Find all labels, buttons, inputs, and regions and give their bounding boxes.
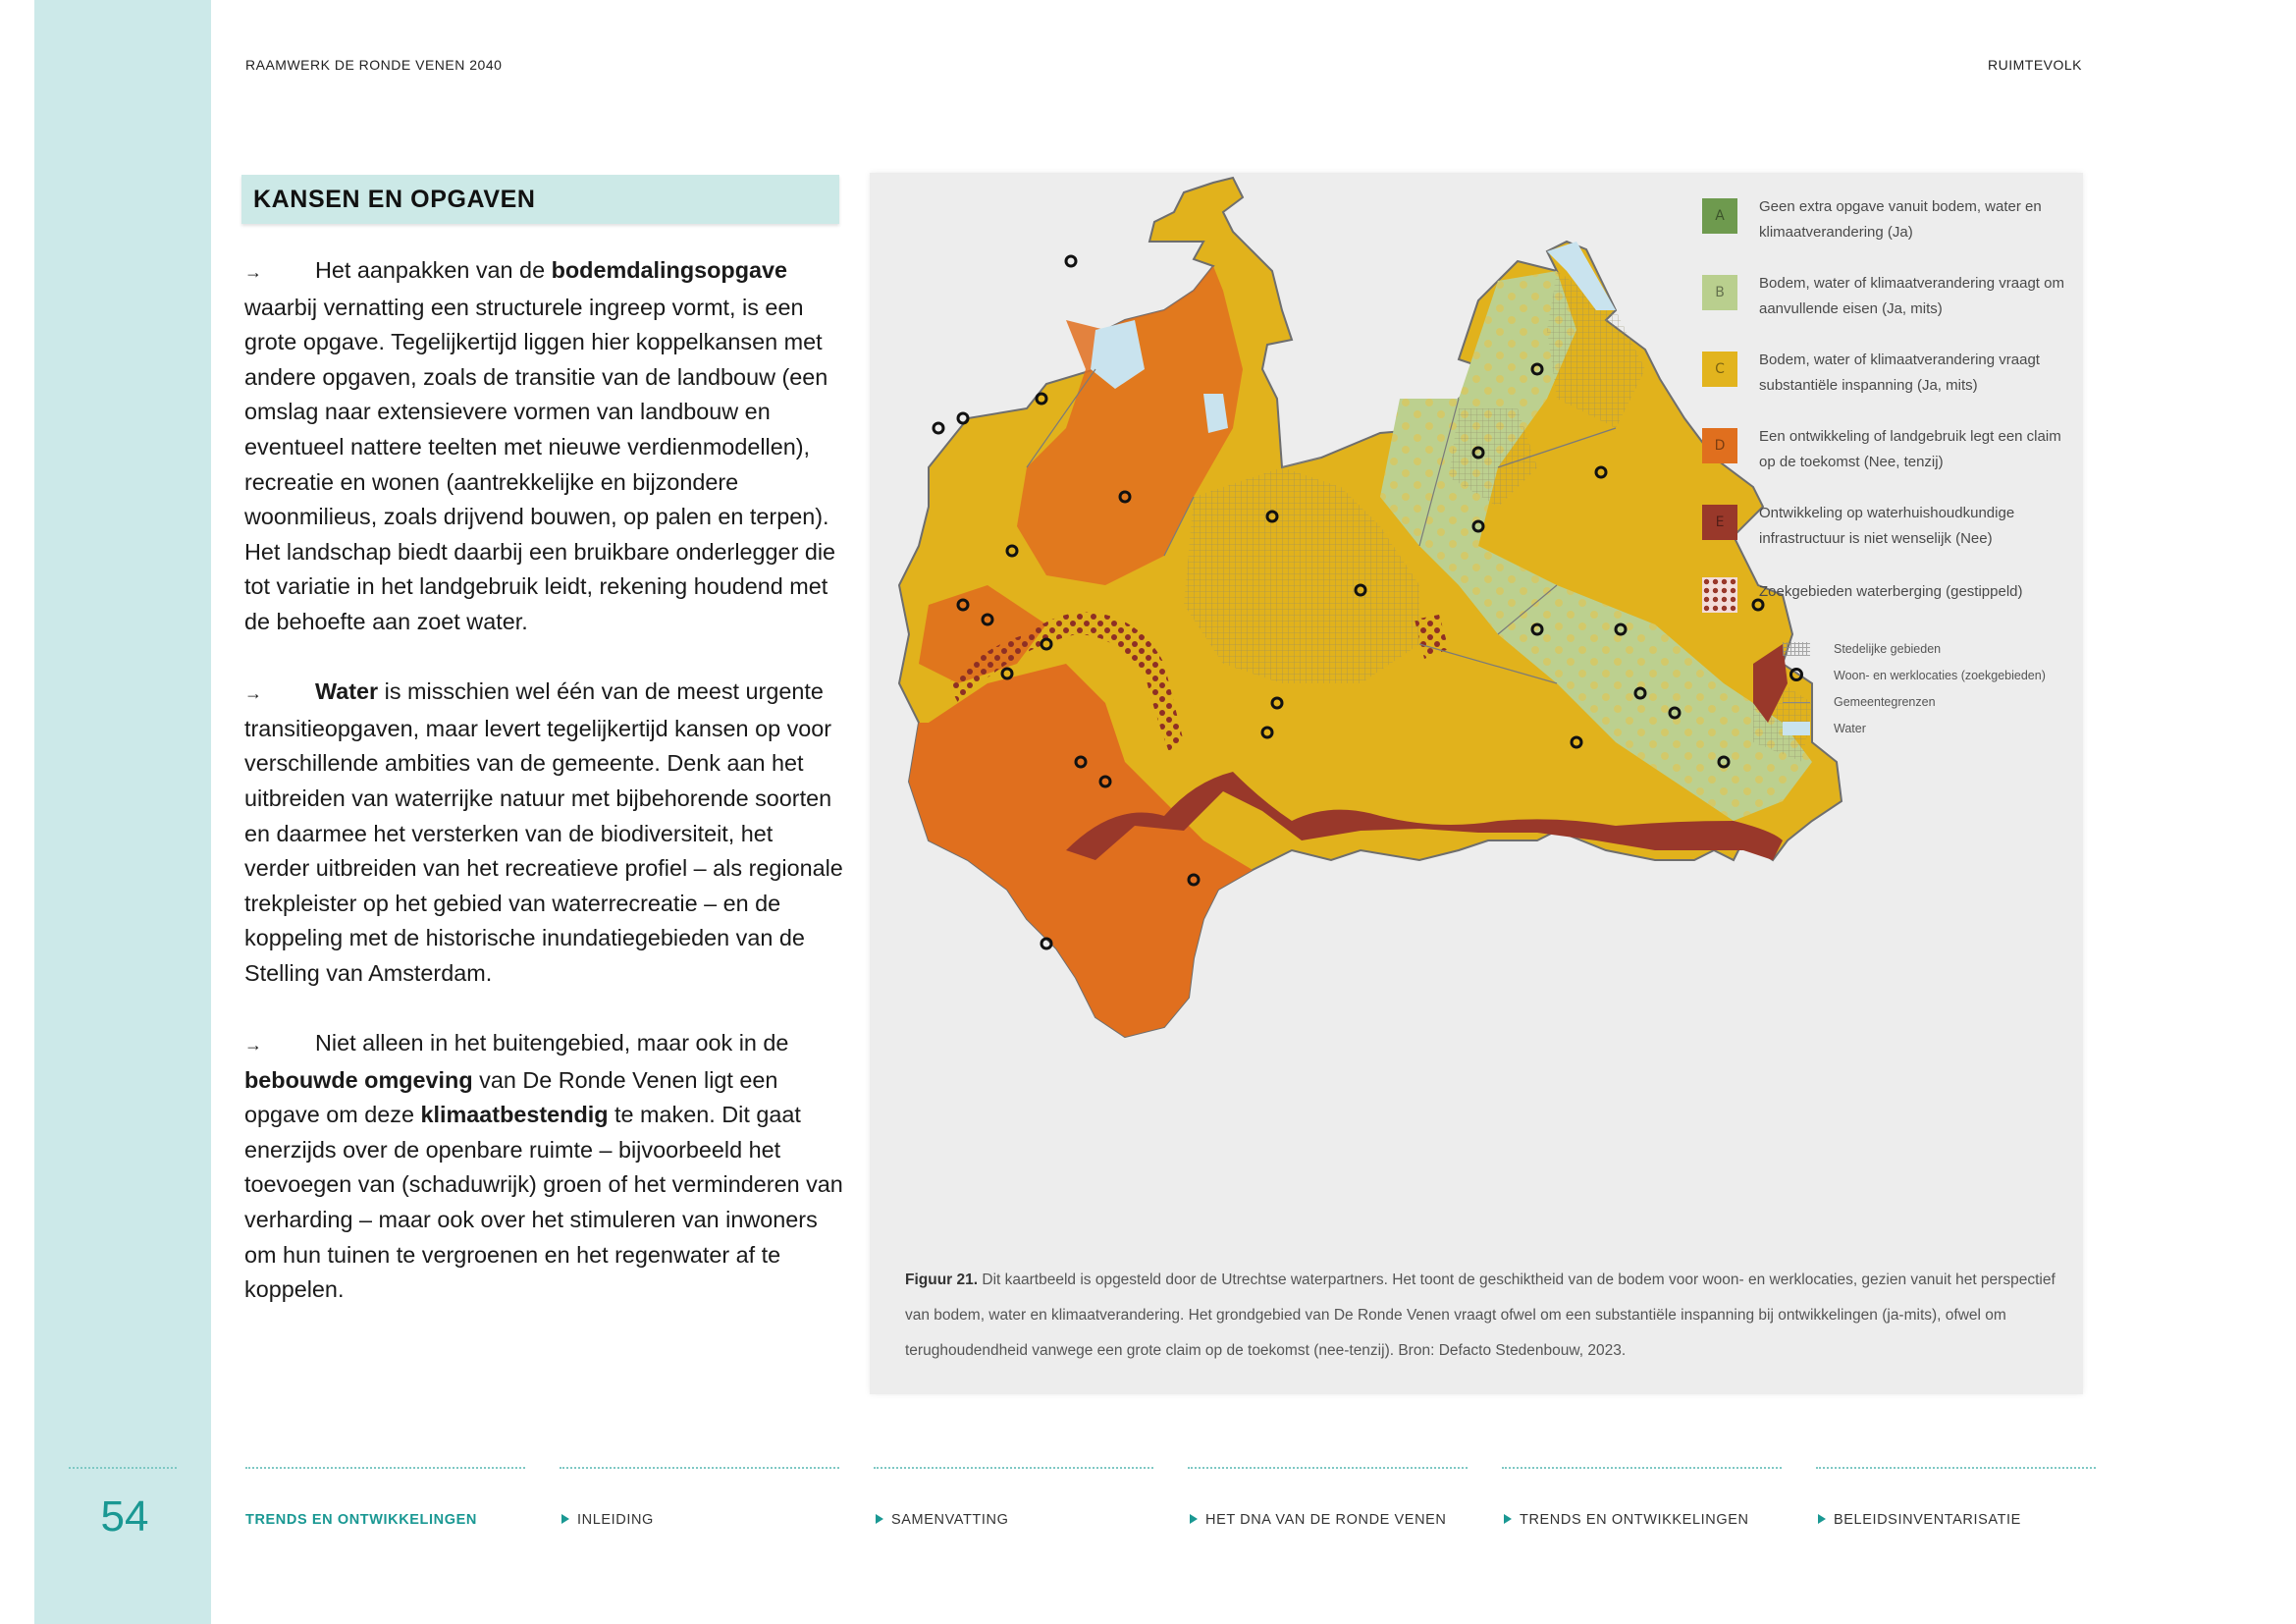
paragraph-bodemdaling: → Het aanpakken van de bodemdalingsopgave waarbij vernatting een structurele ingreep vormt, is een grote opgave. Tegelijkertijd liggen hier koppelkansen met andere opgaven, zoals de transitie van de landbouw (een omslag naar extensievere vormen van landbouw en eventueel nattere teelten met nieuwe verdienmodellen), recreatie en wonen (aantrekkelijke en bijzondere woonmilieus, zoals drijvend bouwen, op palen en terpen). Het landschap biedt daarbij een bruikbare onderlegger die tot variatie in het landgebruik leidt, rekening houdend met de behoefte aan zoet water. xyxy=(244,257,836,634)
legend-swatch-b: B xyxy=(1702,275,1737,310)
legend-swatch-a: A xyxy=(1702,198,1737,234)
water-swatch-icon xyxy=(1783,722,1810,735)
paragraph-bebouwde-omgeving: → Niet alleen in het buitengebied, maar ook in de bebouwde omgeving van De Ronde Venen ligt een opgave om deze klimaatbestendig te maken. Dit gaat enerzijds over de openbare ruimte – bijvoorbeeld het toevoegen van (schaduwrijk) groen of het verminderen van verharding – maar ook over het stimuleren van inwoners om hun tuinen te vergroenen en het regenwater af te koppelen. xyxy=(244,1030,843,1303)
legend-swatch-c: C xyxy=(1702,352,1737,387)
caption-label: Figuur 21. xyxy=(905,1272,979,1288)
triangle-right-icon xyxy=(1818,1514,1826,1524)
figure-caption xyxy=(905,1263,2063,1369)
triangle-right-icon xyxy=(1504,1514,1512,1524)
triangle-right-icon xyxy=(561,1514,569,1524)
triangle-right-icon xyxy=(1190,1514,1198,1524)
legend-boundaries: Gemeentegrenzen xyxy=(1702,691,2075,715)
footer-rule xyxy=(69,1467,177,1469)
legend-item-e: E Ontwikkeling op waterhuishoudkundige infrastructuur is niet wenselijk (Nee) xyxy=(1702,501,2075,560)
grid-pattern-icon xyxy=(1783,642,1810,656)
footer-nav-inleiding[interactable]: INLEIDING xyxy=(561,1512,654,1528)
dotted-pattern-icon xyxy=(1702,577,1737,613)
footer-nav-samenvatting[interactable]: SAMENVATTING xyxy=(876,1512,1008,1528)
footer-nav-dna[interactable]: HET DNA VAN DE RONDE VENEN xyxy=(1190,1512,1447,1528)
footer-rule xyxy=(245,1467,525,1469)
caption-text: Dit kaartbeeld is opgesteld door de Utrechtse waterpartners. Het toont de geschiktheid van de bodem voor woon- en werklocaties, gezien vanuit het perspectief van bodem, water en klimaatverandering. Het grondgebied van De Ronde Venen vraagt ofwel om een substantiële inspanning bij ontwikkelingen (ja-mits), ofwel om terughoudendheid vanwege een grote claim op de toekomst (nee-tenzij). Bron: Defacto Stedenbouw, 2023. xyxy=(905,1272,2056,1359)
arrow-icon: → xyxy=(244,683,262,704)
arrow-icon: → xyxy=(244,262,262,282)
footer-nav-beleidsinventarisatie[interactable]: BELEIDSINVENTARISATIE xyxy=(1818,1512,2021,1528)
legend-item-c: C Bodem, water of klimaatverandering vraagt substantiële inspanning (Ja, mits) xyxy=(1702,348,2075,406)
legend-water: Water xyxy=(1702,718,2075,741)
circle-marker-icon xyxy=(1789,668,1803,681)
footer-rule xyxy=(1816,1467,2096,1469)
paragraph-water: → Water is misschien wel één van de meest urgente transitieopgaven, maar levert tegelijkertijd kansen op voor verschillende ambities van de gemeente. Denk aan het uitbreiden van waterrijke natuur met bijbehorende soorten en daarmee het versterken van de biodiversiteit, het verder uitbreiden van het recreatieve profiel – als regionale trekpleister op het gebied van waterrecreatie – en de koppeling met de historische inundatiegebieden van de Stelling van Amsterdam. xyxy=(244,678,843,986)
section-title: KANSEN EN OPGAVEN xyxy=(253,185,536,213)
legend-item-b: B Bodem, water of klimaatverandering vraagt om aanvullende eisen (Ja, mits) xyxy=(1702,271,2075,330)
legend-item-waterberging: Zoekgebieden waterberging (gestippeld) xyxy=(1702,573,2075,632)
running-head-left: RAAMWERK DE RONDE VENEN 2040 xyxy=(245,57,503,73)
legend-item-d: D Een ontwikkeling of landgebruik legt een claim op de toekomst (Nee, tenzij) xyxy=(1702,424,2075,483)
body-text xyxy=(244,253,843,1342)
legend-urban: Stedelijke gebieden xyxy=(1702,638,2075,662)
page-number: 54 xyxy=(100,1492,149,1541)
legend-swatch-d: D xyxy=(1702,428,1737,463)
footer-rule xyxy=(1188,1467,1468,1469)
footer-rule xyxy=(560,1467,839,1469)
page-sidebar-band xyxy=(34,0,211,1624)
running-head-right: RUIMTEVOLK xyxy=(1988,57,2083,73)
legend-swatch-e: E xyxy=(1702,505,1737,540)
line-icon xyxy=(1783,702,1810,703)
footer-rule xyxy=(874,1467,1153,1469)
footer-rule xyxy=(1502,1467,1782,1469)
footer-current-section: TRENDS EN ONTWIKKELINGEN xyxy=(245,1512,477,1528)
legend-locations: Woon- en werklocaties (zoekgebieden) xyxy=(1702,665,2075,688)
section-heading xyxy=(241,175,839,224)
figure-panel xyxy=(870,173,2083,1394)
triangle-right-icon xyxy=(876,1514,883,1524)
footer-nav-trends[interactable]: TRENDS EN ONTWIKKELINGEN xyxy=(1504,1512,1749,1528)
legend-item-a: A Geen extra opgave vanuit bodem, water en klimaatverandering (Ja) xyxy=(1702,194,2075,253)
arrow-icon: → xyxy=(244,1035,262,1056)
